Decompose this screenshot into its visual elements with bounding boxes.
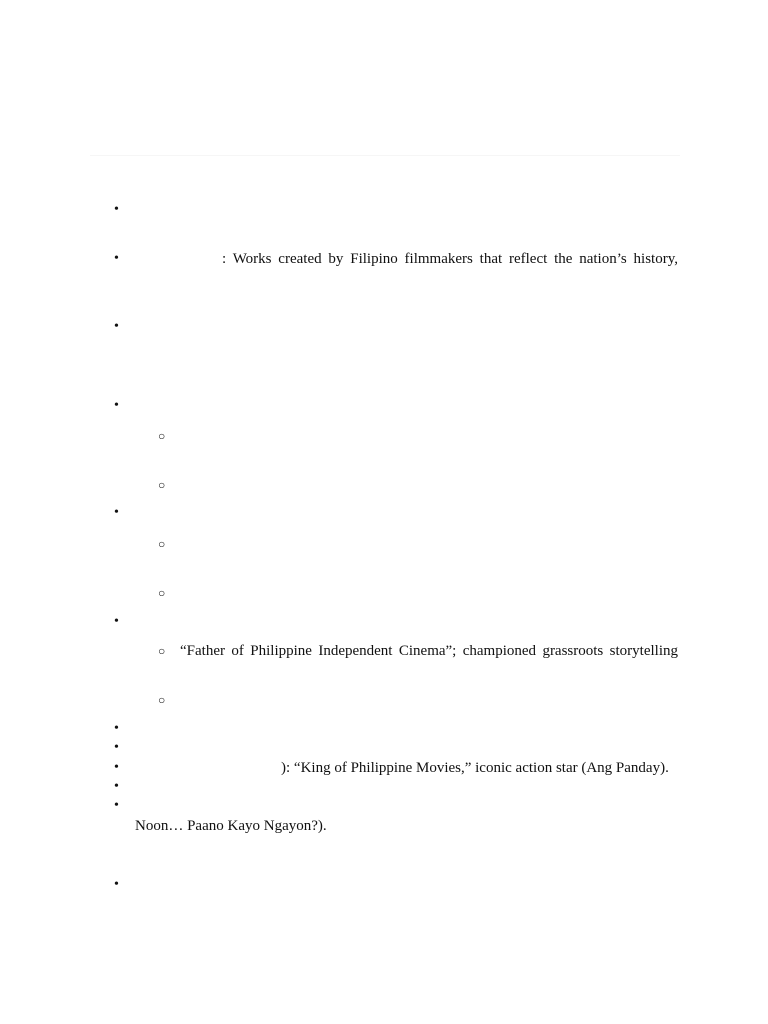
sub-list-item bbox=[0, 690, 768, 710]
bullet-icon: • bbox=[114, 721, 119, 736]
bullet-icon: • bbox=[114, 398, 119, 413]
list-item bbox=[0, 249, 768, 269]
sub-list-item bbox=[0, 475, 768, 495]
bullet-icon: • bbox=[114, 319, 119, 334]
list-item bbox=[0, 777, 768, 797]
sub-list-item bbox=[0, 583, 768, 603]
list-item bbox=[0, 317, 768, 337]
list-item bbox=[0, 738, 768, 758]
sub-bullet-icon: ○ bbox=[158, 429, 166, 443]
sub-bullet-icon: ○ bbox=[158, 693, 166, 707]
bullet-icon: • bbox=[114, 251, 119, 266]
bullet-icon: • bbox=[114, 779, 119, 794]
sub-bullet-icon: ○ bbox=[158, 586, 166, 600]
bullet-icon: • bbox=[114, 760, 119, 775]
bullet-icon: • bbox=[114, 877, 119, 892]
sub-list-item bbox=[0, 426, 768, 446]
list-item bbox=[0, 719, 768, 739]
bullet-icon: • bbox=[114, 202, 119, 217]
continuation-line bbox=[0, 816, 768, 836]
list-item bbox=[0, 396, 768, 416]
sub-list-item bbox=[0, 641, 768, 661]
list-item bbox=[0, 796, 768, 816]
sub-bullet-icon: ○ bbox=[158, 537, 166, 551]
faint-divider bbox=[90, 155, 680, 156]
bullet-icon: • bbox=[114, 505, 119, 520]
list-item bbox=[0, 503, 768, 523]
bullet-icon: • bbox=[114, 740, 119, 755]
father-text: “Father of Philippine Independent Cinema”; championed grassroots storytelling bbox=[180, 643, 678, 659]
list-item bbox=[0, 758, 768, 778]
bullet-icon: • bbox=[114, 614, 119, 629]
sub-list-item bbox=[0, 534, 768, 554]
sub-bullet-icon: ○ bbox=[158, 478, 166, 492]
list-item bbox=[0, 875, 768, 895]
definition-text: : Works created by Filipino filmmakers that reflect the nation’s history, bbox=[222, 251, 678, 267]
list-item bbox=[0, 200, 768, 220]
sub-bullet-icon: ○ bbox=[158, 644, 166, 658]
king-text: ): “King of Philippine Movies,” iconic action star (Ang Panday). bbox=[281, 760, 669, 776]
bullet-icon: • bbox=[114, 798, 119, 813]
list-item bbox=[0, 612, 768, 632]
noon-text: Noon… Paano Kayo Ngayon?). bbox=[135, 818, 327, 834]
